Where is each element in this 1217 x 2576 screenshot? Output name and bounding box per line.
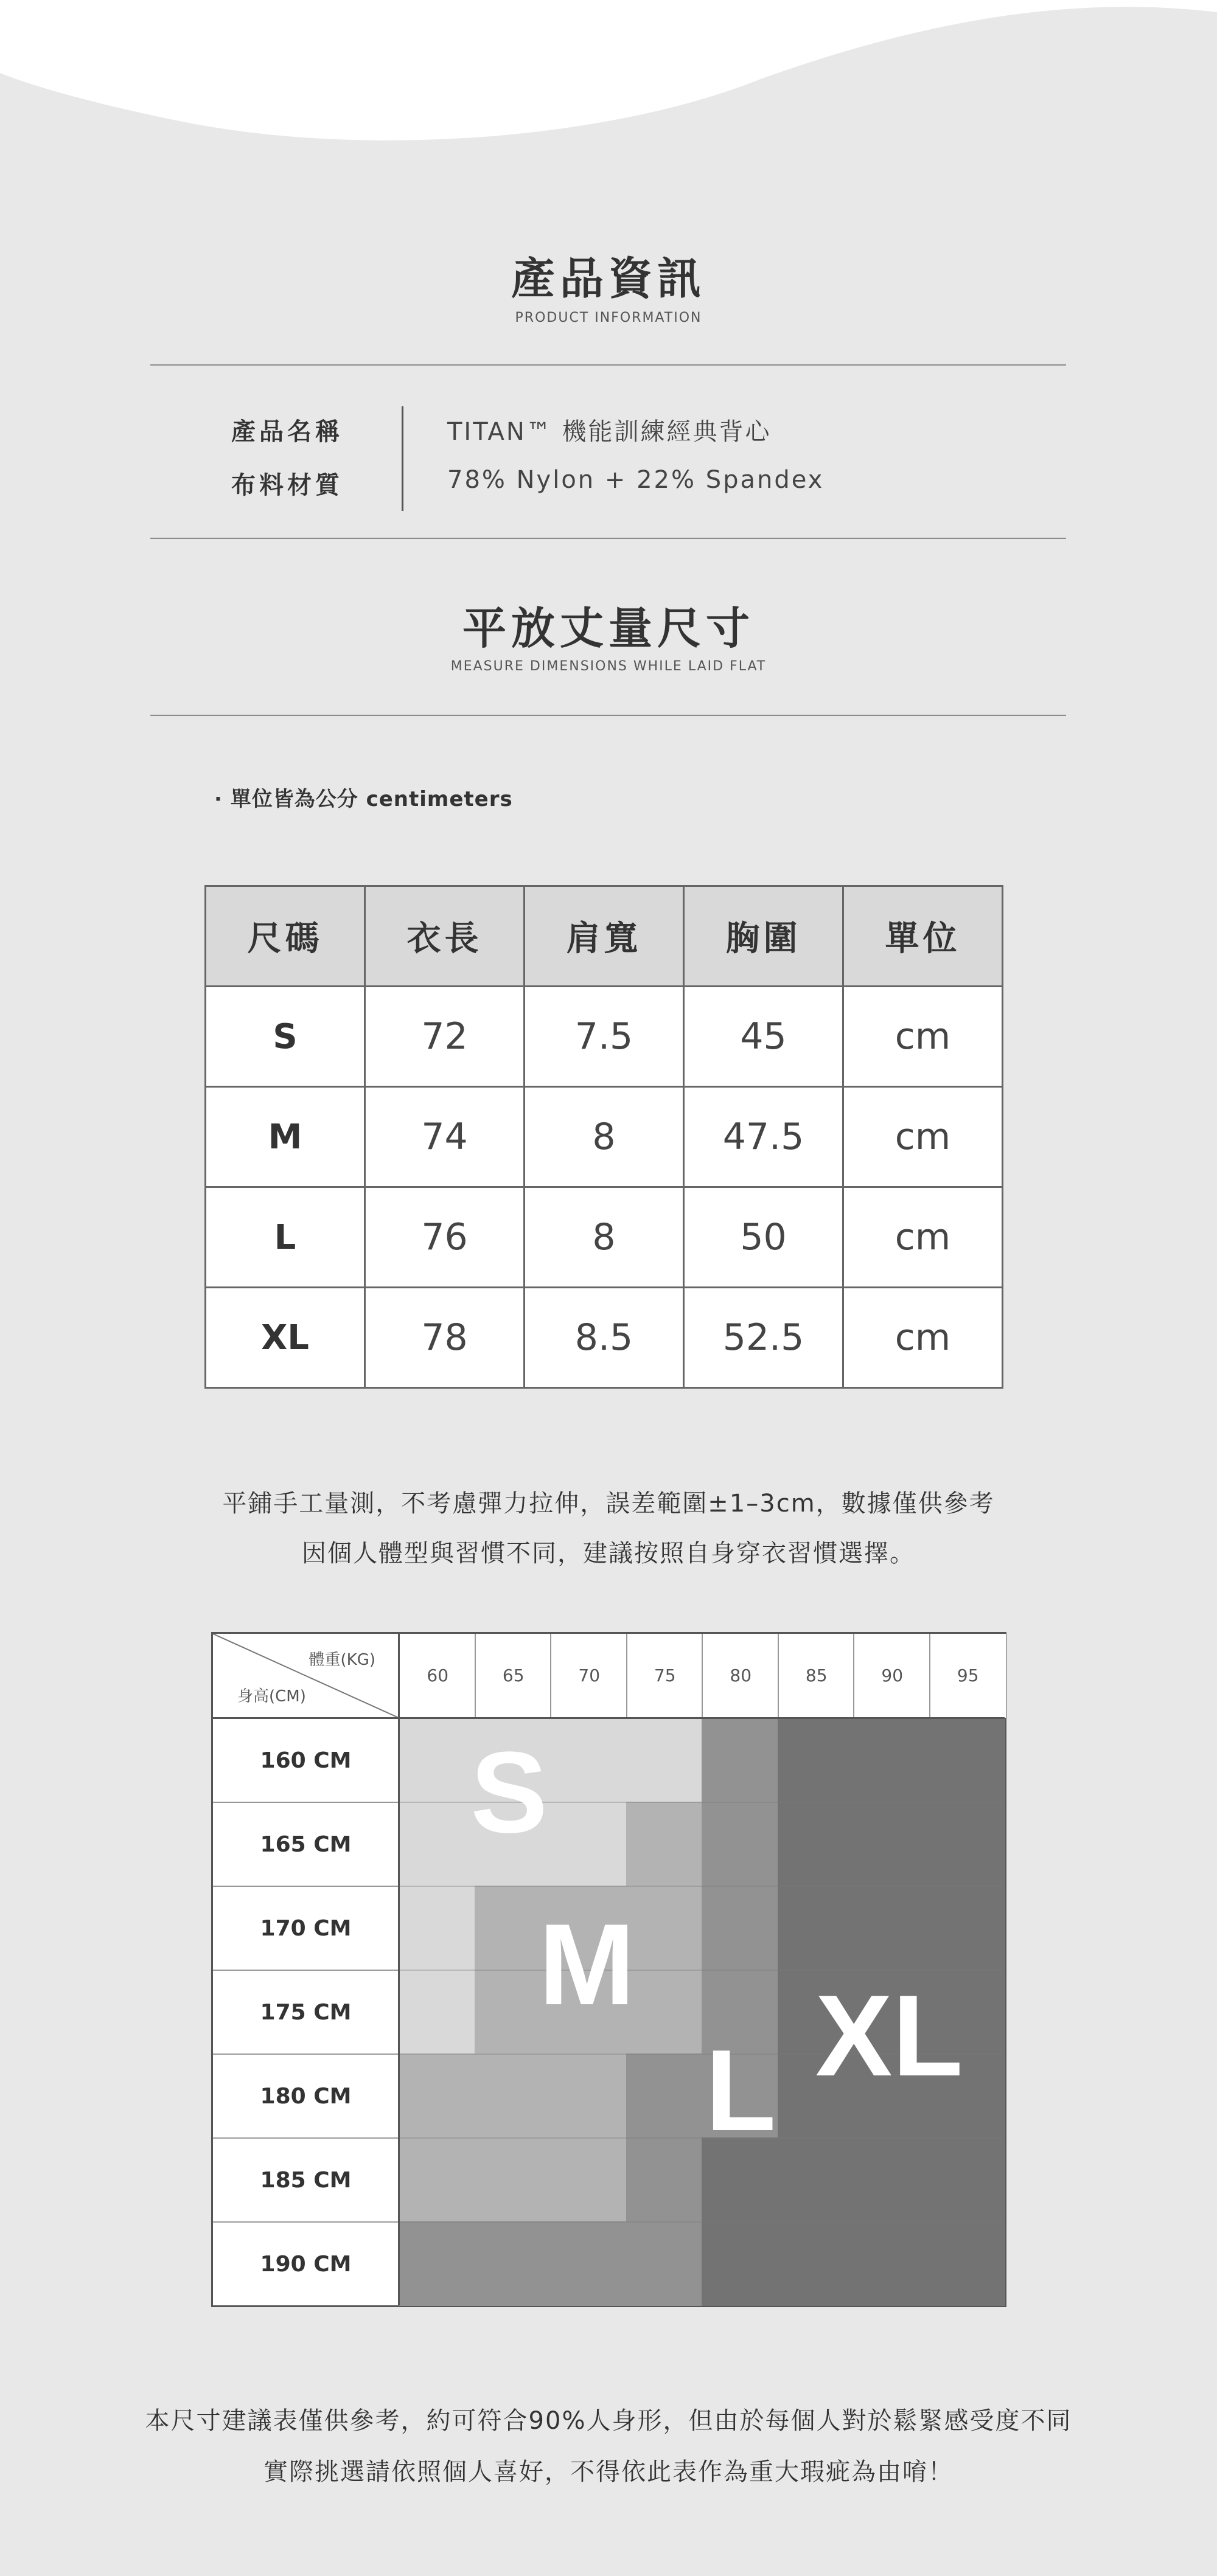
height-row-label: 180 CM bbox=[213, 2054, 399, 2137]
weight-axis-label: 體重(KG) bbox=[309, 1651, 375, 1669]
cell-chest: 50 bbox=[684, 1187, 843, 1288]
divider bbox=[150, 538, 1066, 539]
size-table bbox=[204, 885, 1003, 1389]
measure-note-1: 平鋪手工量測，不考慮彈力拉伸，誤差範圍±1–3cm，數據僅供參考 bbox=[222, 1490, 995, 1518]
measure-title: 平放丈量尺寸 bbox=[462, 603, 755, 654]
size-grid-cell bbox=[550, 2221, 627, 2306]
size-grid-cell bbox=[399, 2221, 475, 2306]
size-grid-cell bbox=[929, 2221, 1006, 2306]
weight-header-cell: 95 bbox=[929, 1634, 1006, 1718]
size-grid-cell bbox=[853, 1718, 930, 1802]
size-grid-cell bbox=[778, 1802, 854, 1886]
cell-unit: cm bbox=[843, 1288, 1003, 1388]
table-row bbox=[206, 1087, 1003, 1187]
product-info-title: 產品資訊 bbox=[511, 253, 706, 304]
footer-disclaimer-1: 本尺寸建議表僅供參考，約可符合90%人身形，但由於每個人對於鬆緊感受度不同 bbox=[145, 2407, 1072, 2435]
unit-note: · 單位皆為公分 centimeters bbox=[214, 787, 513, 811]
size-grid-cell bbox=[626, 1886, 703, 1970]
weight-header-cell: 60 bbox=[399, 1634, 476, 1718]
size-grid-cell bbox=[702, 1802, 778, 1886]
size-grid-cell bbox=[626, 1970, 703, 2054]
height-row-label: 165 CM bbox=[213, 1802, 399, 1886]
cell-shoulder: 7.5 bbox=[525, 987, 684, 1087]
size-grid-cell bbox=[778, 2221, 854, 2306]
size-grid-cell bbox=[853, 2137, 930, 2222]
cell-length: 76 bbox=[365, 1187, 525, 1288]
height-row-label: 175 CM bbox=[213, 1970, 399, 2054]
measure-subtitle: MEASURE DIMENSIONS WHILE LAID FLAT bbox=[450, 659, 767, 674]
cell-size: XL bbox=[206, 1288, 365, 1388]
size-grid-cell bbox=[778, 1886, 854, 1970]
cell-shoulder: 8 bbox=[525, 1087, 684, 1187]
size-grid-cell bbox=[626, 1802, 703, 1886]
header-bottom-border bbox=[213, 1717, 1005, 1719]
size-grid-cell bbox=[475, 2137, 551, 2222]
size-grid-cell bbox=[399, 1886, 475, 1970]
size-grid-cell bbox=[550, 2054, 627, 2138]
size-table-header-row bbox=[206, 886, 1003, 987]
weight-header-cell: 65 bbox=[475, 1634, 552, 1718]
weight-header-cell: 85 bbox=[778, 1634, 855, 1718]
size-grid-cell bbox=[550, 2137, 627, 2222]
cell-length: 74 bbox=[365, 1087, 525, 1187]
size-grid-cell bbox=[475, 2054, 551, 2138]
header-unit: 單位 bbox=[843, 886, 1003, 987]
size-grid-cell bbox=[626, 2221, 703, 2306]
measure-note-2: 因個人體型與習慣不同，建議按照自身穿衣習慣選擇。 bbox=[302, 1540, 915, 1567]
size-grid-cell bbox=[929, 1718, 1006, 1802]
header-shoulder: 肩寬 bbox=[525, 886, 684, 987]
cell-unit: cm bbox=[843, 987, 1003, 1087]
cell-unit: cm bbox=[843, 1187, 1003, 1288]
size-grid-cell bbox=[929, 2137, 1006, 2222]
size-grid-cell bbox=[399, 1970, 475, 2054]
size-grid-cell bbox=[929, 1802, 1006, 1886]
row-gridline bbox=[399, 2221, 1005, 2223]
size-grid-cell bbox=[853, 2221, 930, 2306]
product-info-subtitle: PRODUCT INFORMATION bbox=[515, 310, 702, 325]
size-grid-cell bbox=[853, 1886, 930, 1970]
cell-chest: 47.5 bbox=[684, 1087, 843, 1187]
header-length: 衣長 bbox=[365, 886, 525, 987]
weight-header-cell: 80 bbox=[702, 1634, 779, 1718]
size-grid-cell bbox=[626, 2054, 703, 2138]
row-gridline bbox=[399, 1886, 1005, 1887]
cell-chest: 45 bbox=[684, 987, 843, 1087]
size-grid-cell bbox=[626, 1718, 703, 1802]
header-wave-decoration bbox=[0, 0, 1217, 146]
cell-unit: cm bbox=[843, 1087, 1003, 1187]
size-grid-cell bbox=[778, 2137, 854, 2222]
cell-shoulder: 8 bbox=[525, 1187, 684, 1288]
cell-size: M bbox=[206, 1087, 365, 1187]
height-axis-label: 身高(CM) bbox=[237, 1687, 306, 1706]
row-gridline bbox=[399, 2137, 1005, 2139]
info-vertical-divider bbox=[402, 406, 403, 511]
size-region-label-s: S bbox=[470, 1727, 548, 1857]
info-value-material: 78% Nylon + 22% Spandex bbox=[447, 466, 825, 494]
info-value-name: TITAN™ 機能訓練經典背心 bbox=[447, 418, 772, 446]
table-row bbox=[206, 1187, 1003, 1288]
size-grid-cell bbox=[702, 1886, 778, 1970]
size-grid-cell bbox=[702, 1718, 778, 1802]
divider bbox=[150, 715, 1066, 716]
table-row bbox=[206, 987, 1003, 1087]
height-row-label: 170 CM bbox=[213, 1886, 399, 1970]
weight-header-cell: 90 bbox=[853, 1634, 930, 1718]
size-grid-cell bbox=[399, 2054, 475, 2138]
height-row-label: 185 CM bbox=[213, 2137, 399, 2221]
size-recommendation-chart bbox=[211, 1632, 1006, 2307]
size-grid-cell bbox=[399, 1802, 475, 1886]
chart-corner-header bbox=[213, 1634, 399, 1718]
info-label-name: 產品名稱 bbox=[231, 418, 343, 446]
header-chest: 胸圍 bbox=[684, 886, 843, 987]
size-grid-cell bbox=[399, 1718, 475, 1802]
size-grid-cell bbox=[929, 1886, 1006, 1970]
size-grid-cell bbox=[626, 2137, 703, 2222]
size-region-label-l: L bbox=[705, 2026, 776, 2155]
size-grid-cell bbox=[475, 2221, 551, 2306]
cell-length: 78 bbox=[365, 1288, 525, 1388]
size-grid-cell bbox=[550, 1802, 627, 1886]
cell-chest: 52.5 bbox=[684, 1288, 843, 1388]
size-grid-cell bbox=[778, 1718, 854, 1802]
cell-size: L bbox=[206, 1187, 365, 1288]
size-region-label-xl: XL bbox=[815, 1971, 963, 2100]
weight-header-cell: 75 bbox=[626, 1634, 703, 1718]
cell-length: 72 bbox=[365, 987, 525, 1087]
footer-disclaimer-2: 實際挑選請依照個人喜好，不得依此表作為重大瑕疵為由唷！ bbox=[263, 2458, 954, 2486]
weight-header-cell: 70 bbox=[550, 1634, 627, 1718]
label-column-divider bbox=[398, 1634, 400, 2305]
size-region-label-m: M bbox=[539, 1900, 635, 2029]
size-grid-cell bbox=[399, 2137, 475, 2222]
size-grid-cell bbox=[702, 2221, 778, 2306]
info-label-material: 布料材質 bbox=[231, 471, 343, 499]
row-gridline bbox=[399, 1970, 1005, 1971]
divider bbox=[150, 364, 1066, 366]
cell-size: S bbox=[206, 987, 365, 1087]
table-row bbox=[206, 1288, 1003, 1388]
height-row-label: 160 CM bbox=[213, 1718, 399, 1802]
size-grid-cell bbox=[853, 1802, 930, 1886]
size-grid-cell bbox=[550, 1718, 627, 1802]
header-size: 尺碼 bbox=[206, 886, 365, 987]
height-row-label: 190 CM bbox=[213, 2221, 399, 2305]
cell-shoulder: 8.5 bbox=[525, 1288, 684, 1388]
